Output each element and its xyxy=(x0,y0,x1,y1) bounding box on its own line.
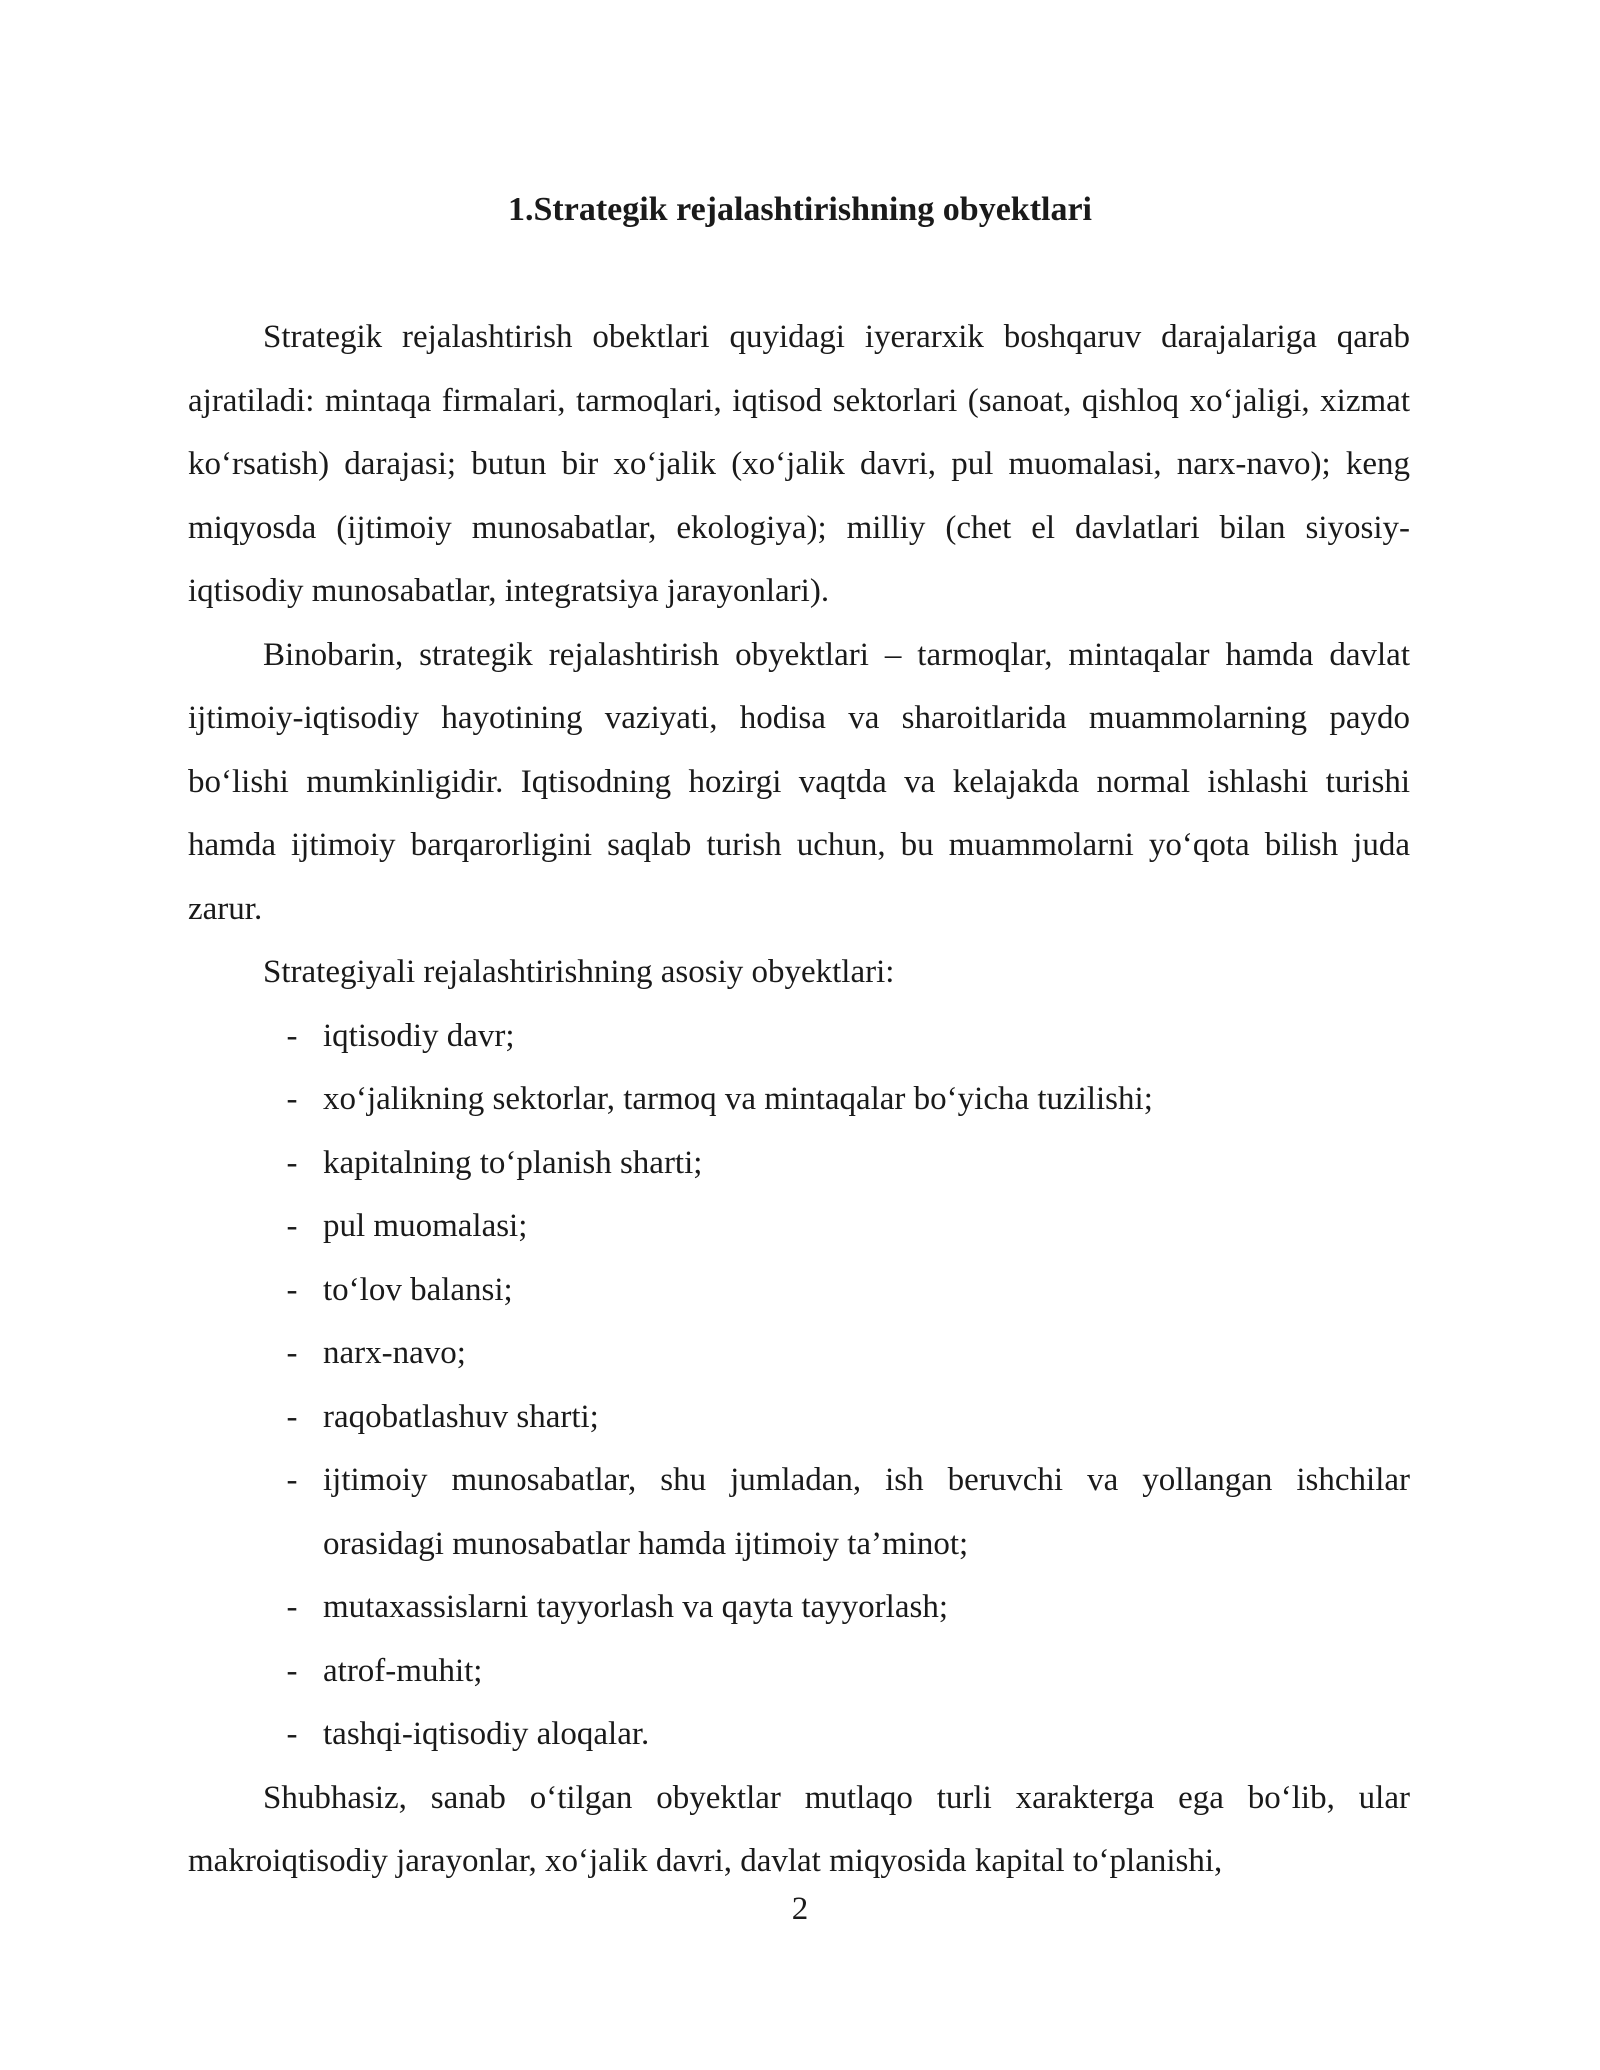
list-item-text: ijtimoiy munosabatlar, shu jumladan, ish beruvchi va yollangan ishchilar orasidagi munosabatlar hamda ijtimoiy ta’minot; xyxy=(323,1462,1410,1562)
list-dash: - xyxy=(286,1081,298,1117)
list-item-text: pul muomalasi; xyxy=(323,1208,528,1244)
list-item-text: kapitalning to‘planish sharti; xyxy=(323,1144,703,1181)
list-item-text: iqtisodiy davr; xyxy=(323,1017,515,1054)
list-item xyxy=(188,1195,1410,1259)
list-item-text: mutaxassislarni tayyorlash va qayta tayyorlash; xyxy=(323,1589,949,1625)
list-item xyxy=(188,1132,1410,1196)
list-item-text: atrof-muhit; xyxy=(323,1652,483,1689)
list-dash: - xyxy=(286,1716,298,1752)
list-item xyxy=(188,1449,1410,1576)
paragraph-2: Binobarin, strategik rejalashtirish obyektlari – tarmoqlar, mintaqalar hamda davlat ijtimoiy-iqtisodiy hayotining vaziyati, hodisa va sharoitlarida muammolarning paydo bo‘lishi mumkinligidir. Iqtisodning hozirgi vaqtda va kelajakda normal ishlashi turishi hamda ijtimoiy barqarorligini saqlab turish uchun, bu muammolarni yo‘qota bilish juda zarur. xyxy=(188,636,1410,927)
list-item xyxy=(188,1322,1410,1386)
list-dash: - xyxy=(286,1462,298,1498)
list-dash: - xyxy=(286,1652,298,1689)
list-item xyxy=(188,1259,1410,1323)
list-dash: - xyxy=(286,1589,298,1625)
page-number: 2 xyxy=(791,1891,809,1927)
list-item xyxy=(188,1386,1410,1450)
list-item xyxy=(188,1068,1410,1132)
list-dash: - xyxy=(286,1398,298,1435)
list-item xyxy=(188,1005,1410,1069)
list-item-text: tashqi-iqtisodiy aloqalar. xyxy=(323,1716,650,1752)
list-item-text: to‘lov balansi; xyxy=(323,1271,513,1308)
list-item-text: raqobatlashuv sharti; xyxy=(323,1398,599,1435)
document-body xyxy=(188,306,1410,1894)
list-dash: - xyxy=(286,1335,298,1371)
paragraph-1: Strategik rejalashtirish obektlari quyidagi iyerarxik boshqaruv darajalariga qarab ajratiladi: mintaqa firmalari, tarmoqlari, iqtisod sektorlari (sanoat, qishloq xo‘jaligi, xizmat ko‘rsatish) darajasi; butun bir xo‘jalik (xo‘jalik davri, pul muomalasi, narx-navo); keng miqyosda (ijtimoiy munosabatlar, ekologiya); milliy (chet el davlatlari bilan siyosiy-iqtisodiy munosabatlar, integratsiya jarayonlari). xyxy=(188,319,1410,609)
list-dash: - xyxy=(286,1208,298,1244)
list-item xyxy=(188,1640,1410,1704)
list-dash: - xyxy=(286,1271,298,1308)
list-dash: - xyxy=(286,1144,298,1181)
list-item xyxy=(188,1703,1410,1767)
paragraph-4: Shubhasiz, sanab o‘tilgan obyektlar mutlaqo turli xarakterga ega bo‘lib, ular makroiqtisodiy jarayonlar, xo‘jalik davri, davlat miqyosida kapital to‘planishi, xyxy=(188,1779,1410,1879)
objects-list xyxy=(188,1005,1410,1767)
list-dash: - xyxy=(286,1017,298,1054)
paragraph-3: Strategiyali rejalashtirishning asosiy obyektlari: xyxy=(263,954,895,990)
list-item-text: narx-navo; xyxy=(323,1335,466,1371)
list-item-text: xo‘jalikning sektorlar, tarmoq va mintaqalar bo‘yicha tuzilishi; xyxy=(323,1081,1153,1117)
list-item xyxy=(188,1576,1410,1640)
page-title: 1.Strategik rejalashtirishning obyektlari xyxy=(508,191,1092,228)
